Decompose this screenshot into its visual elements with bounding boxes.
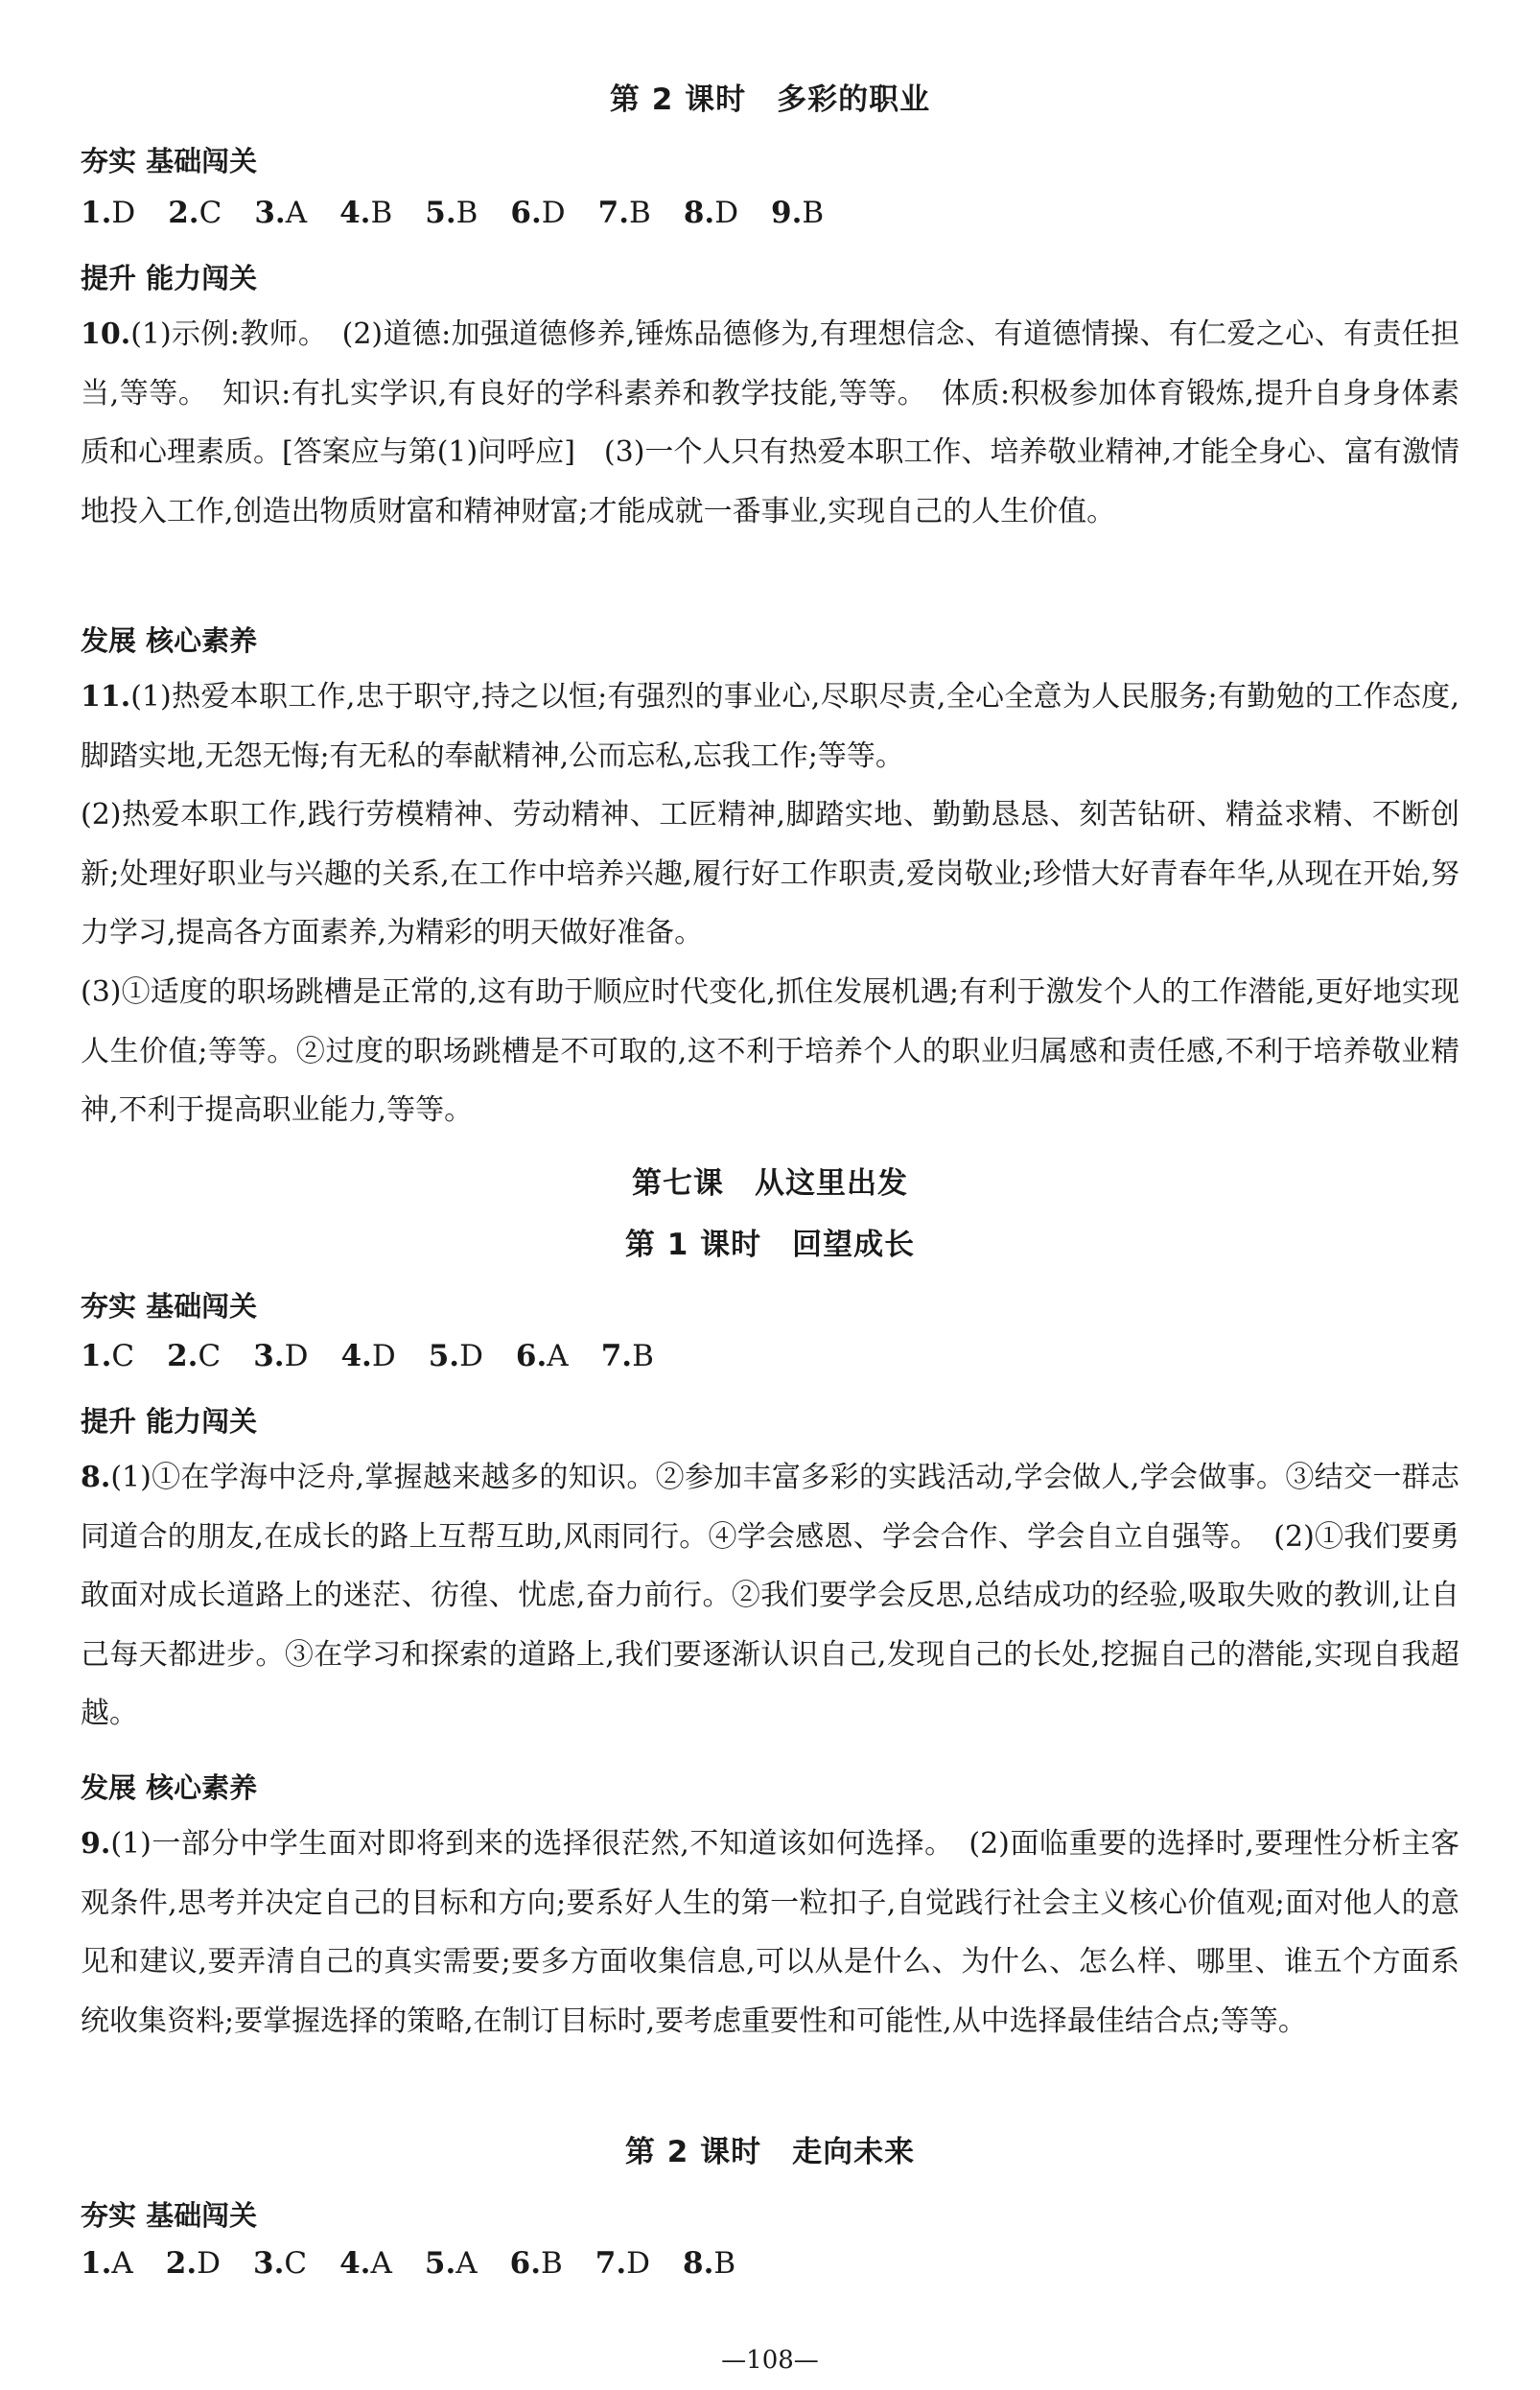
answer-paragraph-q9 <box>81 1815 1459 2050</box>
answer-text: (1)热爱本职工作,忠于职守,持之以恒;有强烈的事业心,尽职尽责,全心全意为人民服务;有勤勉的工作态度,脚踏实地,无怨无悔;有无私的奉献精神,公而忘私,忘我工作;等等。 <box>81 680 1459 773</box>
answer-item <box>253 2246 307 2281</box>
answer-choice: B <box>632 1339 654 1373</box>
section-heading-basic: 夯实 基础闯关 <box>81 1290 258 1323</box>
answer-text: (1)①在学海中泛舟,掌握越来越多的知识。②参加丰富多彩的实践活动,学会做人,学会做事。③结交一群志同道合的朋友,在成长的路上互帮互助,风雨同行。④学会感恩、学会合作、学会自立自强等。 (2)①我们要勇敢面对成长道路上的迷茫、彷徨、忧虑,奋力前行。②我们要学会反思,总结成功的经验,吸取失败的教训,让自己每天都进步。③在学习和探索的道路上,我们要逐渐认识自己,发现自己的长处,挖掘自己的潜能,实现自我超越。 <box>81 1461 1459 1730</box>
answer-number: 4. <box>340 1339 372 1373</box>
answer-number: 4. <box>339 196 371 230</box>
answer-list <box>81 196 856 230</box>
answer-choice: A <box>111 2246 133 2281</box>
answer-number: 5. <box>428 1339 460 1373</box>
answer-choice: B <box>370 196 393 230</box>
answer-item <box>601 1339 654 1373</box>
lesson-part-title: 第 2 课时 走向未来 <box>624 2135 916 2169</box>
answer-choice: D <box>111 196 136 230</box>
answer-list <box>81 2246 768 2281</box>
answer-number: 7. <box>595 2246 627 2281</box>
answer-item <box>168 196 222 230</box>
answer-text: (1)示例:教师。 (2)道德:加强道德修养,锤炼品德修为,有理想信念、有道德情操、有仁爱之心、有责任担当,等等。 知识:有扎实学识,有良好的学科素养和教学技能,等等。 体质:积极参加体育锻炼,提升自身身体素质和心理素质。[答案应与第(1)问呼应] (3)一个人只有热爱本职工作、培养敬业精神,才能全身心、富有激情地投入工作,创造出物质财富和精神财富;才能成就一番事业,实现自己的人生价值。 <box>81 317 1459 528</box>
answer-item <box>254 196 307 230</box>
answer-item <box>684 196 738 230</box>
answer-item <box>167 1339 221 1373</box>
answer-number: 8. <box>683 196 715 230</box>
answer-choice: C <box>111 1339 135 1373</box>
answer-item <box>81 196 135 230</box>
answer-number: 6. <box>510 196 542 230</box>
answer-choice: B <box>455 196 478 230</box>
answer-paragraph-q10 <box>81 305 1459 541</box>
section-heading-basic: 夯实 基础闯关 <box>81 145 258 177</box>
answer-number: 1. <box>81 196 112 230</box>
answer-number: 6. <box>515 1339 548 1373</box>
answer-number: 7. <box>597 196 630 230</box>
answer-item <box>81 1339 134 1373</box>
answer-number: 3. <box>254 196 286 230</box>
answer-choice: D <box>626 2246 651 2281</box>
section-heading-develop: 发展 核心素养 <box>81 624 258 657</box>
section-heading-improve: 提升 能力闯关 <box>81 262 258 294</box>
answer-item <box>339 2246 392 2281</box>
lesson-part-title: 第 1 课时 回望成长 <box>624 1228 916 1262</box>
answer-item <box>425 196 478 230</box>
answer-item <box>425 2246 478 2281</box>
answer-choice: C <box>198 196 222 230</box>
answer-choice: B <box>713 2246 736 2281</box>
answer-choice: D <box>459 1339 483 1373</box>
answer-number: 5. <box>425 196 456 230</box>
answer-choice: A <box>547 1339 569 1373</box>
answer-list <box>81 1339 687 1373</box>
answer-paragraph-q8 <box>81 1448 1459 1744</box>
answer-item <box>598 196 651 230</box>
answer-choice: C <box>284 2246 308 2281</box>
section-heading-basic: 夯实 基础闯关 <box>81 2199 258 2232</box>
page-number: —108— <box>721 2346 819 2375</box>
question-number: 10. <box>81 317 131 351</box>
answer-number: 8. <box>683 2246 714 2281</box>
answer-number: 1. <box>81 2246 112 2281</box>
answer-number: 1. <box>81 1339 112 1373</box>
answer-number: 9. <box>771 196 803 230</box>
answer-item <box>340 1339 395 1373</box>
answer-paragraph-q11-2: (2)热爱本职工作,践行劳模精神、劳动精神、工匠精神,脚踏实地、勤勤恳恳、刻苦钻研、精益求精、不断创新;处理好职业与兴趣的关系,在工作中培养兴趣,履行好工作职责,爱岗敬业;珍惜大好青春年华,从现在开始,努力学习,提高各方面素养,为精彩的明天做好准备。 <box>81 798 1459 949</box>
question-number: 9. <box>81 1827 111 1861</box>
answer-item <box>429 1339 483 1373</box>
answer-choice: B <box>629 196 651 230</box>
answer-choice: A <box>285 196 308 230</box>
answer-item <box>510 2246 563 2281</box>
answer-choice: B <box>802 196 825 230</box>
answer-number: 2. <box>168 196 199 230</box>
answer-item <box>253 1339 308 1373</box>
answer-choice: D <box>714 196 739 230</box>
answer-number: 4. <box>339 2246 371 2281</box>
answer-item <box>510 196 565 230</box>
answer-paragraph-q11 <box>81 668 1459 785</box>
answer-number: 6. <box>509 2246 542 2281</box>
answer-choice: D <box>284 1339 309 1373</box>
answer-number: 5. <box>424 2246 456 2281</box>
answer-number: 2. <box>165 2246 198 2281</box>
answer-choice: D <box>197 2246 221 2281</box>
answer-item <box>595 2246 650 2281</box>
answer-paragraph-q11-3: (3)①适度的职场跳槽是正常的,这有助于顺应时代变化,抓住发展机遇;有利于激发个人的工作潜能,更好地实现人生价值;等等。②过度的职场跳槽是不可取的,这不利于培养个人的职业归属感和责任感,不利于培养敬业精神,不利于提高职业能力,等等。 <box>81 975 1459 1127</box>
answer-number: 2. <box>167 1339 198 1373</box>
answer-choice: C <box>198 1339 222 1373</box>
answer-choice: D <box>541 196 566 230</box>
lesson-title: 第七课 从这里出发 <box>632 1166 908 1201</box>
answer-item <box>81 2246 133 2281</box>
answer-item <box>166 2246 221 2281</box>
answer-number: 3. <box>253 2246 285 2281</box>
answer-item <box>516 1339 569 1373</box>
answer-item <box>771 196 824 230</box>
answer-choice: A <box>455 2246 478 2281</box>
question-number: 8. <box>81 1461 111 1494</box>
answer-text: (1)一部分中学生面对即将到来的选择很茫然,不知道该如何选择。 (2)面临重要的选择时,要理性分析主客观条件,思考并决定自己的目标和方向;要系好人生的第一粒扣子,自觉践行社会主义核心价值观;面对他人的意见和建议,要弄清自己的真实需要;要多方面收集信息,可以从是什么、为什么、怎么样、哪里、谁五个方面系统收集资料;要掌握选择的策略,在制订目标时,要考虑重要性和可能性,从中选择最佳结合点;等等。 <box>81 1827 1459 2038</box>
lesson-title: 第 2 课时 多彩的职业 <box>609 82 931 117</box>
answer-item <box>339 196 392 230</box>
answer-choice: B <box>541 2246 563 2281</box>
section-heading-develop: 发展 核心素养 <box>81 1771 258 1804</box>
answer-item <box>683 2246 735 2281</box>
section-heading-improve: 提升 能力闯关 <box>81 1405 258 1438</box>
answer-choice: D <box>371 1339 396 1373</box>
answer-choice: A <box>370 2246 392 2281</box>
answer-number: 7. <box>600 1339 633 1373</box>
answer-number: 3. <box>253 1339 285 1373</box>
question-number: 11. <box>81 680 131 714</box>
